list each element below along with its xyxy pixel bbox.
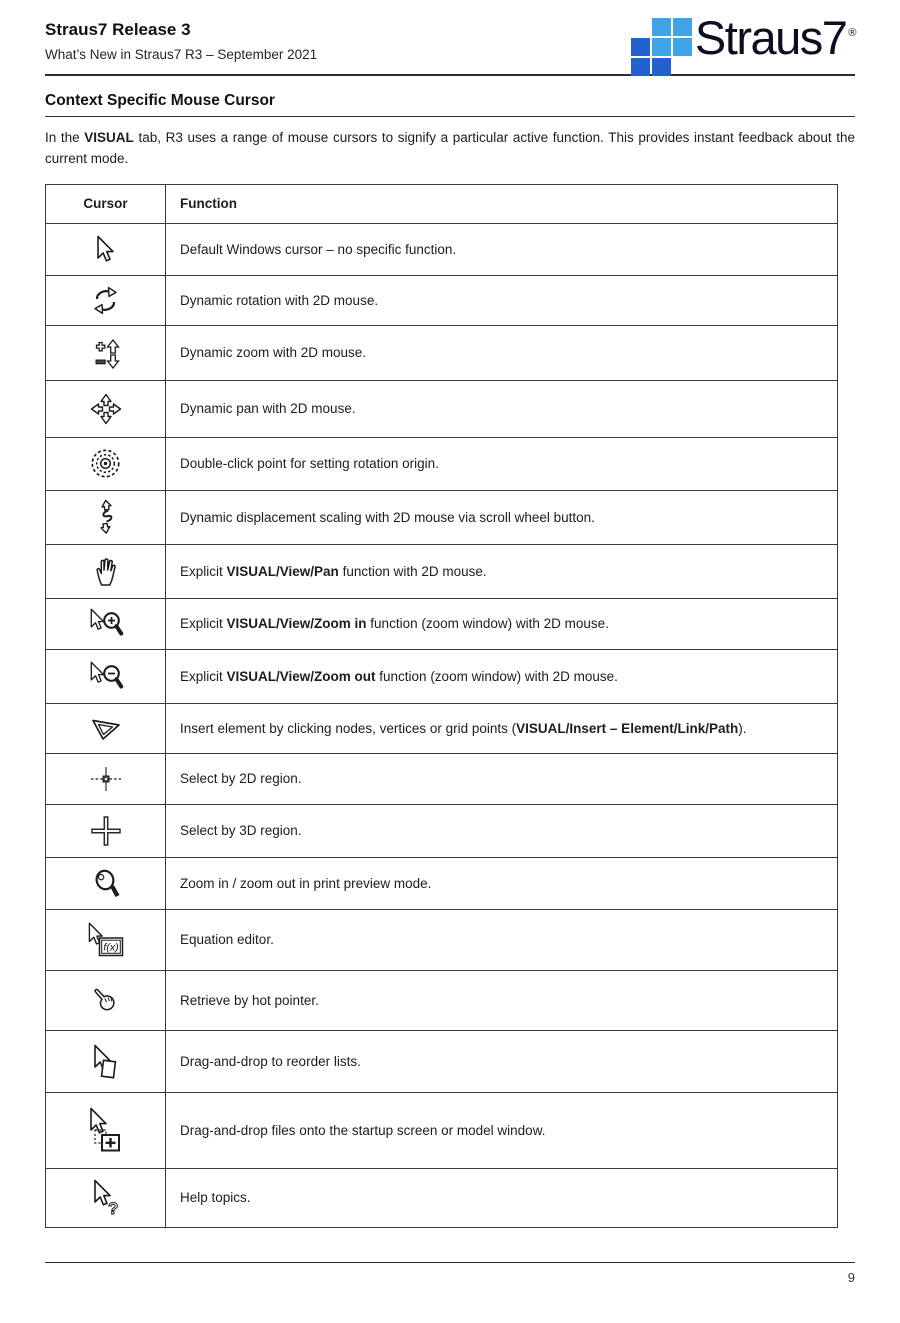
table-row [46, 544, 838, 598]
dynamic-zoom-icon [90, 336, 121, 369]
function-cell: Dynamic rotation with 2D mouse. [166, 275, 838, 325]
help-topics-icon [91, 1179, 121, 1216]
function-cell: Drag-and-drop files onto the startup screen or model window. [166, 1092, 838, 1168]
cursor-cell [46, 544, 166, 598]
cursor-cell [46, 223, 166, 275]
dynamic-rotation-icon [90, 285, 121, 316]
table-row [46, 649, 838, 703]
insert-element-icon [89, 714, 123, 742]
logo-wordmark: Straus7 ® [694, 11, 855, 64]
cursor-cell [46, 275, 166, 325]
drag-reorder-icon [91, 1044, 121, 1079]
drag-files-icon [87, 1107, 125, 1153]
table-row [46, 1168, 838, 1227]
cursor-cell [46, 804, 166, 857]
logo-square [673, 18, 692, 36]
function-cell: Drag-and-drop to reorder lists. [166, 1030, 838, 1092]
cursor-cell [46, 437, 166, 490]
table-row [46, 703, 838, 753]
cursor-cell [46, 753, 166, 804]
document-subtitle: What’s New in Straus7 R3 – September 2021 [45, 47, 318, 62]
table-row [46, 437, 838, 490]
logo-square [652, 58, 671, 76]
function-cell: Explicit VISUAL/View/Pan function with 2D mouse. [166, 544, 838, 598]
function-cell: Double-click point for setting rotation origin. [166, 437, 838, 490]
document-title: Straus7 Release 3 [45, 20, 191, 39]
function-cell: Dynamic zoom with 2D mouse. [166, 325, 838, 380]
select-2d-region-icon [89, 764, 123, 794]
function-cell: Select by 3D region. [166, 804, 838, 857]
cursor-cell [46, 325, 166, 380]
help-icon-glyph: ? [107, 1199, 118, 1217]
table-row [46, 970, 838, 1030]
equation-icon-label: f(x) [102, 941, 119, 954]
function-cell: Select by 2D region. [166, 753, 838, 804]
logo-square [631, 38, 650, 56]
hot-pointer-icon [91, 985, 121, 1015]
table-row [46, 857, 838, 909]
intro-paragraph: In the VISUAL tab, R3 uses a range of mouse cursors to signify a particular active function. This provides instant feedback about the current mode. [45, 130, 856, 166]
logo-square [673, 38, 692, 56]
table-row [46, 380, 838, 437]
rotation-origin-icon [90, 448, 121, 479]
print-preview-zoom-icon [91, 867, 121, 899]
cursor-cell [46, 909, 166, 970]
cursor-cell [46, 857, 166, 909]
cursor-cell [46, 970, 166, 1030]
section-heading: Context Specific Mouse Cursor [45, 92, 855, 117]
logo-square [631, 58, 650, 76]
table-row [46, 598, 838, 649]
function-cell: Retrieve by hot pointer. [166, 970, 838, 1030]
default-pointer-icon [94, 235, 117, 264]
table-row [46, 804, 838, 857]
cursor-cell [46, 1092, 166, 1168]
zoom-out-cursor-icon [88, 661, 124, 692]
table-row [46, 1092, 838, 1168]
function-cell: Zoom in / zoom out in print preview mode. [166, 857, 838, 909]
displacement-scaling-icon [92, 499, 120, 535]
footer-divider [45, 1262, 855, 1263]
page-number: 9 [847, 1270, 855, 1285]
pan-hand-icon [92, 555, 120, 587]
cursor-cell [46, 1030, 166, 1092]
table-row [46, 275, 838, 325]
cursor-cell [46, 703, 166, 753]
column-header-function: Function [166, 184, 838, 223]
function-cell: Explicit VISUAL/View/Zoom in function (zoom window) with 2D mouse. [166, 598, 838, 649]
table-row [46, 490, 838, 544]
cursor-cell [46, 1168, 166, 1227]
table-row [46, 753, 838, 804]
cursor-cell [46, 380, 166, 437]
column-header-cursor: Cursor [46, 184, 166, 223]
function-cell: Dynamic pan with 2D mouse. [166, 380, 838, 437]
table-header-row [46, 184, 838, 223]
function-cell: Help topics. [166, 1168, 838, 1227]
table-row [46, 325, 838, 380]
logo-square [652, 18, 671, 36]
dynamic-pan-icon [89, 392, 123, 426]
cursor-cell [46, 649, 166, 703]
table-row [46, 1030, 838, 1092]
function-cell: Default Windows cursor – no specific function. [166, 223, 838, 275]
cursor-function-table [45, 184, 838, 1228]
document-header [45, 0, 855, 76]
logo-square [652, 38, 671, 56]
function-cell: Equation editor. [166, 909, 838, 970]
select-3d-region-icon [90, 815, 122, 847]
table-row [46, 909, 838, 970]
zoom-in-cursor-icon [88, 608, 124, 639]
straus7-logo [631, 12, 855, 76]
registered-mark: ® [848, 27, 855, 39]
logo-squares-icon [631, 18, 692, 76]
table-row [46, 223, 838, 275]
document-footer [45, 1262, 855, 1285]
equation-editor-icon [86, 922, 126, 958]
cursor-cell [46, 598, 166, 649]
cursor-cell [46, 490, 166, 544]
function-cell: Dynamic displacement scaling with 2D mouse via scroll wheel button. [166, 490, 838, 544]
function-cell: Insert element by clicking nodes, vertices or grid points (VISUAL/Insert – Element/Link/Path). [166, 703, 838, 753]
function-cell: Explicit VISUAL/View/Zoom out function (zoom window) with 2D mouse. [166, 649, 838, 703]
